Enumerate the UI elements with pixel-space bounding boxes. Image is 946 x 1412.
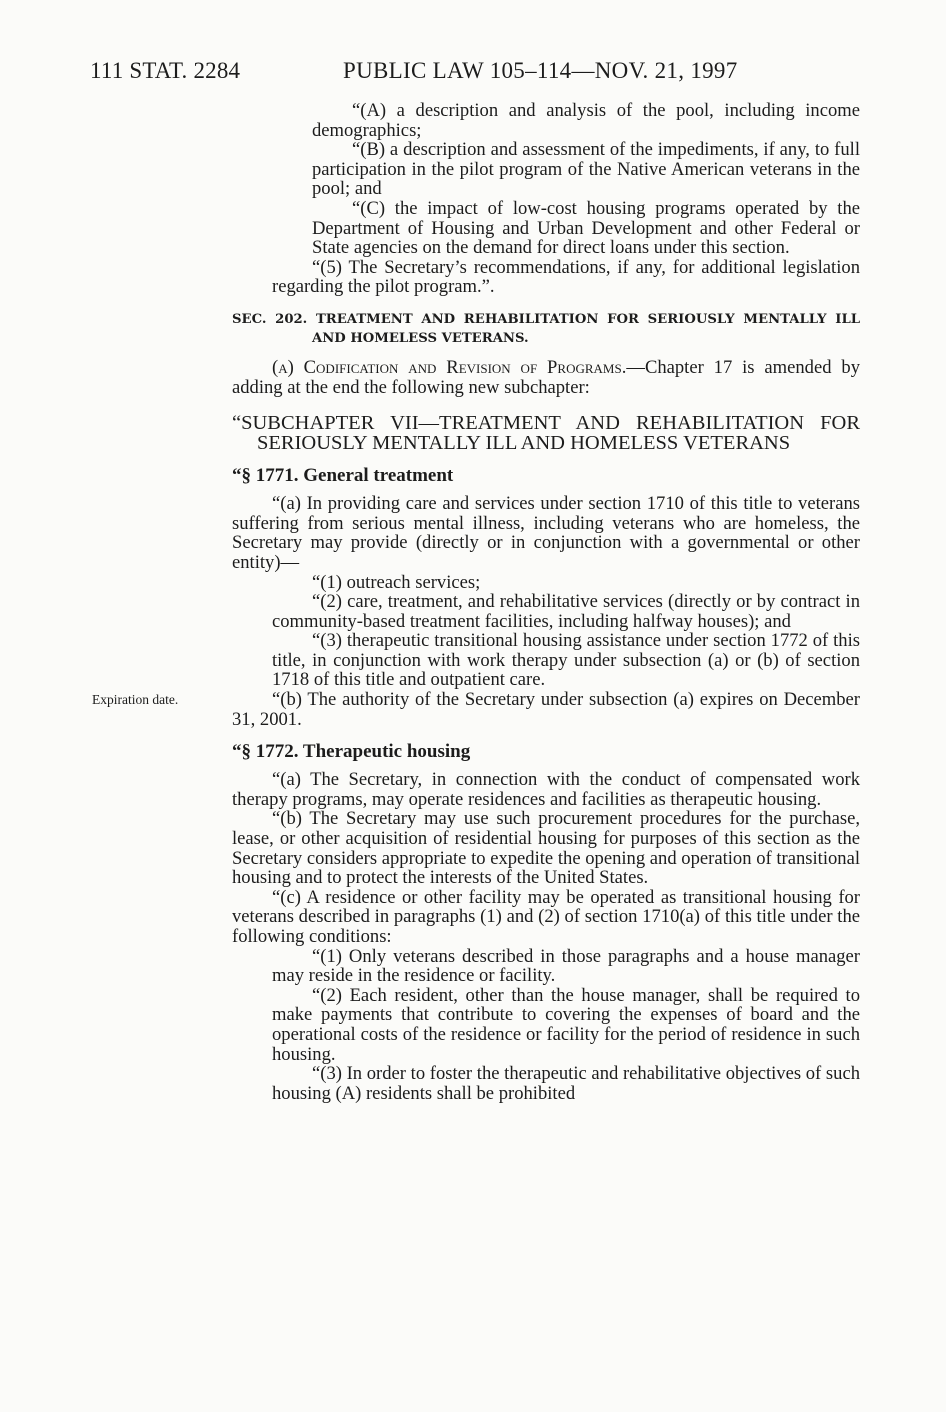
section-1771-subsection-a: “(a) In providing care and services under section 1710 of this title to veterans suffering from serious mental illness, including veterans who are homeless, the Secretary may provide (directly or in conjunction with a governmental or other entity)— — [232, 493, 860, 573]
section-1772-title: “§ 1772. Therapeutic housing — [232, 741, 471, 763]
public-law-title: PUBLIC LAW 105–114—NOV. 21, 1997 — [343, 58, 738, 83]
paragraph-b-impediments: “(B) a description and assessment of the impediments, if any, to full participation in the pilot program of the Native American veterans in the pool; and — [312, 139, 860, 200]
section-1772-subsection-b: “(b) The Secretary may use such procurement procedures for the purchase, lease, or other acquisition of residential housing for purposes of this section as the Secretary considers appropriate to expedite the opening and operation of transitional housing and to protect the interests of the United States. — [232, 808, 860, 889]
section-202-heading: SEC. 202. TREATMENT AND REHABILITATION FOR SERIOUSLY MENTALLY ILL AND HOMELESS VETERANS. — [232, 311, 860, 346]
paragraph-c-low-cost-housing: “(C) the impact of low-cost housing programs operated by the Department of Housing and Urban Development and other Federal or State agencies on the demand for direct loans under this section. — [312, 197, 860, 259]
subsection-a-codification — [232, 358, 860, 397]
section-1772-subsection-a: “(a) The Secretary, in connection with the conduct of compensated work therapy programs, may operate residences and facilities as therapeutic housing. — [232, 769, 860, 810]
page-header — [90, 56, 906, 86]
section-1772-paragraph-2: “(2) Each resident, other than the house manager, shall be required to make payments that contribute to covering the expenses of board and the operational costs of the residence or facility for the period of residence in such housing. — [272, 984, 860, 1065]
section-1772-paragraph-3: “(3) In order to foster the therapeutic and rehabilitative objectives of such housing (A) residents shall be prohibited — [272, 1063, 860, 1104]
section-1771-title: “§ 1771. General treatment — [232, 465, 454, 487]
section-1772-paragraph-1: “(1) Only veterans described in those paragraphs and a house manager may reside in the residence or facility. — [272, 945, 860, 987]
subchapter-vii-title: “SUBCHAPTER VII—TREATMENT AND REHABILITATION FOR SERIOUSLY MENTALLY ILL AND HOMELESS VETERANS — [232, 412, 860, 454]
page-body — [92, 100, 860, 1104]
subsection-a-caption: (a) Codification and Revision of Programs. — [272, 356, 627, 378]
statute-page-reference: 111 STAT. 2284 — [90, 58, 241, 83]
section-1771-paragraph-1: “(1) outreach services; — [312, 571, 481, 593]
section-1771-paragraph-2: “(2) care, treatment, and rehabilitative services (directly or by contract in community-based treatment facilities, including halfway houses); and — [272, 591, 860, 632]
section-1771-subsection-b: “(b) The authority of the Secretary under subsection (a) expires on December 31, 2001. — [232, 689, 860, 730]
section-1772-subsection-c: “(c) A residence or other facility may be operated as transitional housing for veterans described in paragraphs (1) and (2) of section 1710(a) of this title under the following conditions: — [232, 886, 860, 947]
paragraph-a-description-pool: “(A) a description and analysis of the pool, including income demographics; — [312, 100, 860, 141]
margin-note-expiration-date: Expiration date. — [92, 692, 179, 708]
subsection-a-text: —Chapter 17 is amended by adding at the end the following new subchapter: — [232, 356, 860, 398]
section-1771-paragraph-3: “(3) therapeutic transitional housing assistance under section 1772 of this title, in conjunction with work therapy under subsection (a) or (b) of section 1718 of this title and outpatient care. — [272, 630, 860, 691]
paragraph-5-recommendations: “(5) The Secretary’s recommendations, if any, for additional legislation regarding the pilot program.”. — [272, 256, 860, 298]
section-1771-subsection-b-block — [92, 689, 860, 730]
